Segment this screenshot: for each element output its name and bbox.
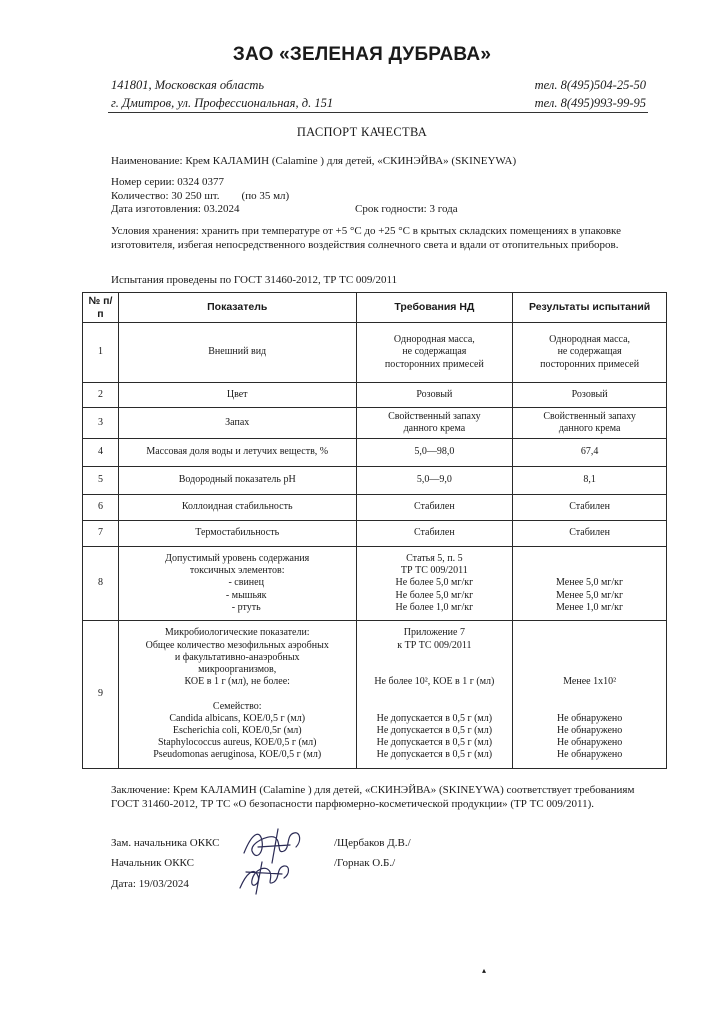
tests-standard: Испытания проведены по ГОСТ 31460-2012, ТР ТС 009/2011 <box>111 274 398 286</box>
requirement-cell-line: Стабилен <box>414 527 455 539</box>
indicator-cell-line: токсичных элементов: <box>189 565 285 577</box>
row-number: 6 <box>83 495 119 521</box>
result-cell-line <box>516 640 663 652</box>
row-number: 3 <box>83 408 119 439</box>
indicator-cell-line: и факультативно-анаэробных <box>174 651 300 663</box>
indicator-cell-line: - ртуть <box>231 601 261 613</box>
requirement-cell-line: Не допускается в 0,5 г (мл) <box>376 749 493 761</box>
indicator-cell-line: Staphylococcus aureus, КОЕ/0,5 г (мл) <box>157 737 317 749</box>
result-cell <box>513 621 667 769</box>
requirement-cell-line: Не более 5,0 мг/кг <box>395 577 474 589</box>
indicator-cell-line: Допустимый уровень содержания <box>165 552 310 564</box>
shelf-life: Срок годности: 3 года <box>355 203 458 215</box>
table-body <box>83 323 667 769</box>
indicator-cell-line: Внешний вид <box>208 346 267 358</box>
indicator-cell-line: Pseudomonas aeruginosa, КОЕ/0,5 г (мл) <box>153 749 322 761</box>
result-cell-line: не содержащая <box>557 346 622 358</box>
requirement-cell <box>356 547 513 621</box>
phone-1: тел. 8(495)504-25-50 <box>534 78 646 92</box>
requirement-cell <box>356 439 513 467</box>
header-requirements: Требования НД <box>356 293 513 323</box>
signature-name-2: /Горнак О.Б./ <box>334 857 396 869</box>
result-cell-line: Стабилен <box>569 527 610 539</box>
requirement-cell-line: 5,0—9,0 <box>416 474 452 486</box>
result-cell <box>513 547 667 621</box>
document-date: Дата: 19/03/2024 <box>111 878 189 890</box>
table-row <box>83 547 667 621</box>
table-row <box>83 323 667 383</box>
requirement-cell-line: ТР ТС 009/2011 <box>400 565 468 577</box>
indicator-cell-line: Микробиологические показатели: <box>164 627 310 639</box>
result-cell-line: Однородная масса, <box>549 334 631 346</box>
indicator-cell-line: Цвет <box>226 388 248 400</box>
requirement-cell-line: Статья 5, п. 5 <box>406 552 463 564</box>
indicator-cell-line: Запах <box>225 416 250 428</box>
product-meta <box>111 176 289 217</box>
requirement-cell <box>356 495 513 521</box>
pack-size: (по 35 мл) <box>241 189 290 202</box>
indicator-cell-line: Candida albicans, КОЕ/0,5 г (мл) <box>169 712 306 724</box>
requirement-cell-line: данного крема <box>403 423 466 434</box>
requirement-cell-line: Не более 10², КОЕ в 1 г (мл) <box>374 676 495 688</box>
requirement-cell-line: посторонних примесей <box>384 358 484 370</box>
indicator-cell <box>118 323 356 383</box>
requirement-cell-line: 5,0—98,0 <box>414 446 455 458</box>
signature-position-2: Начальник ОККС <box>111 857 194 869</box>
document-title: ПАСПОРТ КАЧЕСТВА <box>296 125 428 139</box>
conclusion: Заключение: Крем КАЛАМИН (Calamine ) для детей, «СКИНЭЙВА» (SKINEYWA) соответствует требованиям ГОСТ 31460-2012, ТР ТС «О безопасности парфюмерно-косметической продукции» (ТР ТС 009/2011). <box>111 784 635 810</box>
requirement-cell-line: Приложение 7 <box>403 627 465 639</box>
result-cell-line: Менее 5,0 мг/кг <box>556 577 624 589</box>
requirement-cell-line: Стабилен <box>414 501 455 513</box>
requirement-cell <box>356 521 513 547</box>
quality-table <box>82 292 667 769</box>
requirement-cell-line <box>360 688 510 700</box>
table-row <box>83 621 667 769</box>
result-cell <box>513 383 667 408</box>
result-cell-line: Не обнаружено <box>556 712 623 724</box>
result-cell-line <box>516 652 663 664</box>
result-cell-line: Не обнаружено <box>556 725 623 736</box>
result-cell <box>513 408 667 439</box>
result-cell-line: Не обнаружено <box>556 737 623 749</box>
indicator-cell <box>118 439 356 467</box>
indicator-cell <box>118 383 356 408</box>
result-cell-line: Не обнаружено <box>556 749 623 761</box>
row-number: 4 <box>83 439 119 467</box>
requirement-cell-line: Розовый <box>416 388 453 400</box>
requirement-cell-line: Не более 5,0 мг/кг <box>395 589 474 601</box>
requirement-cell <box>356 323 513 383</box>
indicator-cell-line: Семейство: <box>212 700 262 712</box>
scan-mark: ▴ <box>482 966 487 975</box>
indicator-cell <box>118 521 356 547</box>
indicator-cell <box>118 495 356 521</box>
header-number: № п/п <box>83 293 119 323</box>
company-name: ЗАО «ЗЕЛЕНАЯ ДУБРАВА» <box>232 44 492 65</box>
indicator-cell-line: Массовая доля воды и летучих веществ, % <box>146 446 329 458</box>
result-cell <box>513 439 667 467</box>
quantity: Количество: 30 250 шт. <box>111 189 220 202</box>
signature-position-1: Зам. начальника ОККС <box>111 837 220 849</box>
requirement-cell-line: Свойственный запаху <box>388 410 481 422</box>
result-cell-line <box>516 553 663 565</box>
result-cell-line <box>516 688 663 700</box>
product-name: Наименование: Крем КАЛАМИН (Calamine ) для детей, «СКИНЭЙВА» (SKINEYWA) <box>111 155 517 167</box>
indicator-cell <box>118 467 356 495</box>
result-cell-line: данного крема <box>558 423 621 434</box>
result-cell-line: 8,1 <box>583 474 596 486</box>
indicator-cell-line: - мышьяк <box>225 589 267 601</box>
result-cell-line: 67,4 <box>580 446 599 458</box>
requirement-cell-line <box>360 701 510 713</box>
result-cell-line: Стабилен <box>569 501 610 513</box>
indicator-cell <box>118 408 356 439</box>
result-cell-line <box>516 701 663 713</box>
requirement-cell-line: Не более 1,0 мг/кг <box>395 601 474 613</box>
row-number: 2 <box>83 383 119 408</box>
result-cell <box>513 467 667 495</box>
requirement-cell-line <box>360 652 510 664</box>
company-address <box>111 76 333 112</box>
table-row <box>83 383 667 408</box>
result-cell <box>513 495 667 521</box>
header-divider <box>108 112 648 113</box>
result-cell-line <box>516 664 663 676</box>
signature-name-1: /Щербаков Д.В./ <box>334 837 411 849</box>
header-results: Результаты испытаний <box>513 293 667 323</box>
result-cell <box>513 323 667 383</box>
indicator-cell-line: - свинец <box>228 577 264 589</box>
requirement-cell-line: Не допускается в 0,5 г (мл) <box>376 725 493 736</box>
table-row <box>83 521 667 547</box>
address-line-1: 141801, Московская область <box>111 78 265 92</box>
requirement-cell <box>356 621 513 769</box>
table-row <box>83 495 667 521</box>
requirement-cell-line: Однородная масса, <box>393 334 475 346</box>
indicator-cell-line: микроорганизмов, <box>198 663 277 675</box>
result-cell-line <box>516 565 663 577</box>
row-number: 1 <box>83 323 119 383</box>
indicator-cell-line: Escherichia coli, КОЕ/0,5г (мл) <box>172 725 302 736</box>
requirement-cell-line: к ТР ТС 009/2011 <box>397 639 472 651</box>
indicator-cell-line: КОЕ в 1 г (мл), не более: <box>184 676 290 688</box>
indicator-cell-line: Водородный показатель pH <box>178 474 296 486</box>
indicator-cell <box>118 547 356 621</box>
quantity-row <box>111 190 289 204</box>
row-number: 7 <box>83 521 119 547</box>
table-header-row <box>83 293 667 323</box>
requirement-cell <box>356 467 513 495</box>
table-row <box>83 467 667 495</box>
requirement-cell <box>356 383 513 408</box>
result-cell-line: Менее 1x10² <box>563 676 617 688</box>
row-number: 9 <box>83 621 119 769</box>
result-cell-line: Розовый <box>571 388 608 400</box>
row-number: 5 <box>83 467 119 495</box>
row-number: 8 <box>83 547 119 621</box>
result-cell-line: Менее 1,0 мг/кг <box>556 601 624 613</box>
indicator-cell-line: Общее количество мезофильных аэробных <box>145 639 329 651</box>
manufacture-date: Дата изготовления: 03.2024 <box>111 203 240 215</box>
header-indicator: Показатель <box>118 293 356 323</box>
table-row <box>83 408 667 439</box>
company-phones <box>535 76 646 112</box>
storage-conditions: Условия хранения: хранить при температуре от +5 °С до +25 °С в крытых складских помещениях в упаковке изготовителя, избегая непосредственного воздействия солнечного света и вдали от отопительных приборов. <box>111 225 622 251</box>
indicator-cell-line: Термостабильность <box>195 527 280 539</box>
phone-2: тел. 8(495)993-99-95 <box>534 96 646 110</box>
result-cell-line: Свойственный запаху <box>543 410 636 422</box>
requirement-cell-line: не содержащая <box>402 346 467 358</box>
requirement-cell-line <box>360 664 510 676</box>
indicator-cell-line <box>122 688 353 700</box>
handwritten-signature-2 <box>236 856 294 896</box>
address-line-2: г. Дмитров, ул. Профессиональная, д. 151 <box>111 96 334 110</box>
series-number: Номер серии: 0324 0377 <box>111 176 225 188</box>
requirement-cell-line: Не допускается в 0,5 г (мл) <box>376 737 493 749</box>
table-row <box>83 439 667 467</box>
result-cell-line: посторонних примесей <box>540 358 640 370</box>
requirement-cell-line: Не допускается в 0,5 г (мл) <box>376 712 493 724</box>
indicator-cell-line: Коллоидная стабильность <box>181 501 293 513</box>
result-cell-line: Менее 5,0 мг/кг <box>556 589 624 601</box>
result-cell <box>513 521 667 547</box>
requirement-cell <box>356 408 513 439</box>
indicator-cell <box>118 621 356 769</box>
result-cell-line <box>516 627 663 639</box>
